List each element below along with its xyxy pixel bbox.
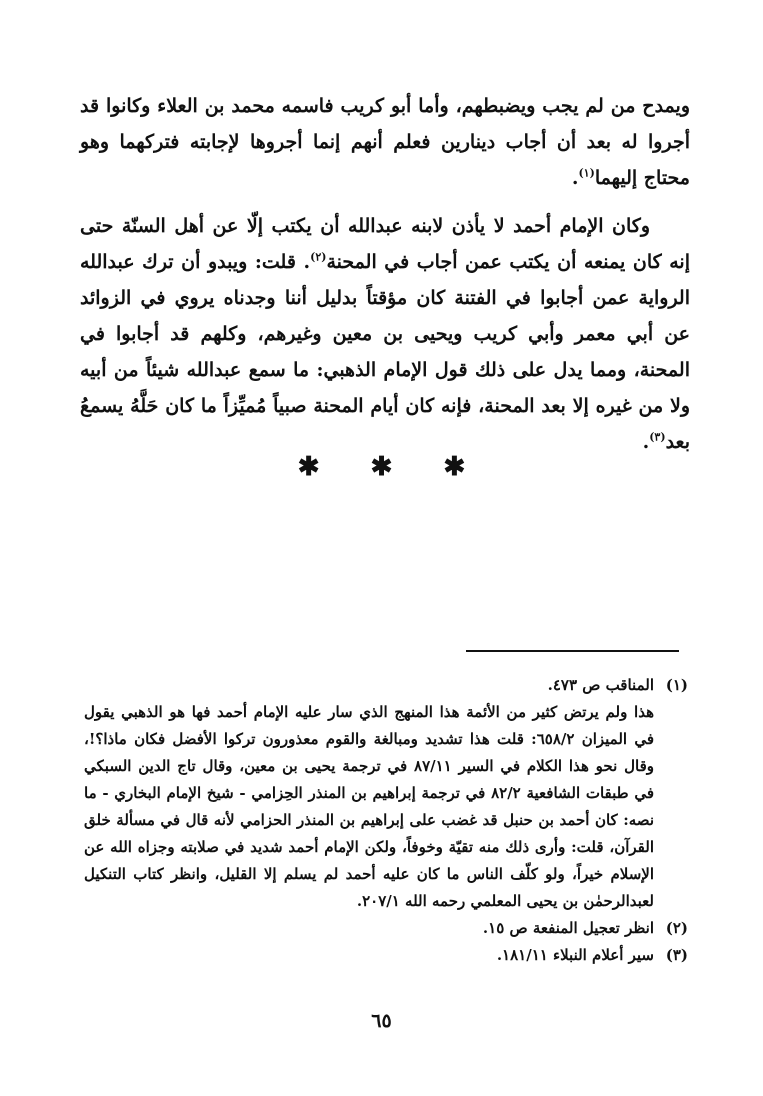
footnote-3 — [84, 942, 688, 969]
paragraph-2-end: . — [642, 431, 650, 453]
paragraph-2-text-b: . قلت: ويبدو أن ترك عبدالله الرواية عمن أجابوا في الفتنة كان مؤقتاً بدليل أننا وجدناه يروي في الزوائد عن أبي معمر وأبي كريب ويحيى بن معين وغيرهم، وكلهم قد أجابوا في المحنة، ومما يدل على ذلك قول الإمام الذهبي: ما سمع عبدالله شيئاً من أبيه ولا من غيره إلا بعد المحنة، فإنه كان أيام المحنة صبياً مُميِّزاً ما كان حَلَّهُ يسمعُ بعد — [80, 251, 690, 453]
footnotes — [84, 672, 688, 969]
footnote-1-body: هذا ولم يرتض كثير من الأئمة هذا المنهج الذي سار عليه الإمام أحمد فها هو الذهبي يقول في الميزان ٦٥٨/٢: قلت هذا تشديد ومبالغة والقوم معذورون تركوا الأفضل فكان ماذا؟!، وقال نحو هذا الكلام في السير ٨٧/١١ في ترجمة يحيى بن معين، وقال تاج الدين السبكي في طبقات الشافعية ٨٢/٢ في ترجمة إبراهيم بن المنذر الحِزامي - شيخ الإمام البخاري - ما نصه: كان أحمد بن حنبل قد غضب على إبراهيم بن المنذر الحزامي لأنه قال في مسألة خلق القرآن، قلت: وأرى ذلك منه تقيّة وخوفاً، ولكن الإمام أحمد شديد في صلابته وجزاه الله عن الإسلام خيراً، ولو كلّف الناس ما كان عليه أحمد لم يسلم إلا القليل، وانظر كتاب التنكيل لعبدالرحمٰن بن يحيى المعلمي رحمه الله ٢٠٧/١. — [84, 703, 655, 910]
footnote-divider — [466, 650, 679, 652]
footnote-3-text: سير أعلام النبلاء ١٨١/١١. — [496, 946, 654, 964]
footnote-1-number: (١) — [665, 676, 688, 694]
footnote-2 — [84, 915, 688, 942]
footnote-ref-2: (٢) — [310, 250, 327, 264]
footnote-1 — [84, 672, 688, 699]
footnote-2-text: انظر تعجيل المنفعة ص ١٥. — [482, 919, 654, 937]
paragraph-1-end: . — [571, 167, 579, 189]
section-separator: ✱ ✱ ✱ — [297, 452, 466, 482]
paragraph-1 — [80, 88, 690, 196]
paragraph-2-text-a: وكان الإمام أحمد لا يأذن لابنه عبدالله أن يكتب إلّا عن أهل السنّة حتى إنه كان يمنعه أن يكتب عمن أجاب في المحنة — [80, 215, 690, 273]
footnote-2-number: (٢) — [665, 919, 688, 937]
paragraph-2 — [80, 208, 690, 460]
footnote-ref-3: (٣) — [649, 430, 666, 444]
footnote-1-heading: المناقب ص ٤٧٣. — [547, 676, 654, 694]
footnote-ref-1: (١) — [578, 166, 595, 180]
footnote-3-number: (٣) — [665, 946, 688, 964]
page-number: ٦٥ — [371, 1010, 392, 1032]
main-text — [80, 88, 690, 460]
paragraph-1-text: ويمدح من لم يجب ويضبطهم، وأما أبو كريب فاسمه محمد بن العلاء وكانوا قد أجروا له بعد أن أجاب دينارين فعلم أنهم إنما أجروها لإجابته فتركهما وهو محتاج إليهما — [80, 95, 690, 189]
